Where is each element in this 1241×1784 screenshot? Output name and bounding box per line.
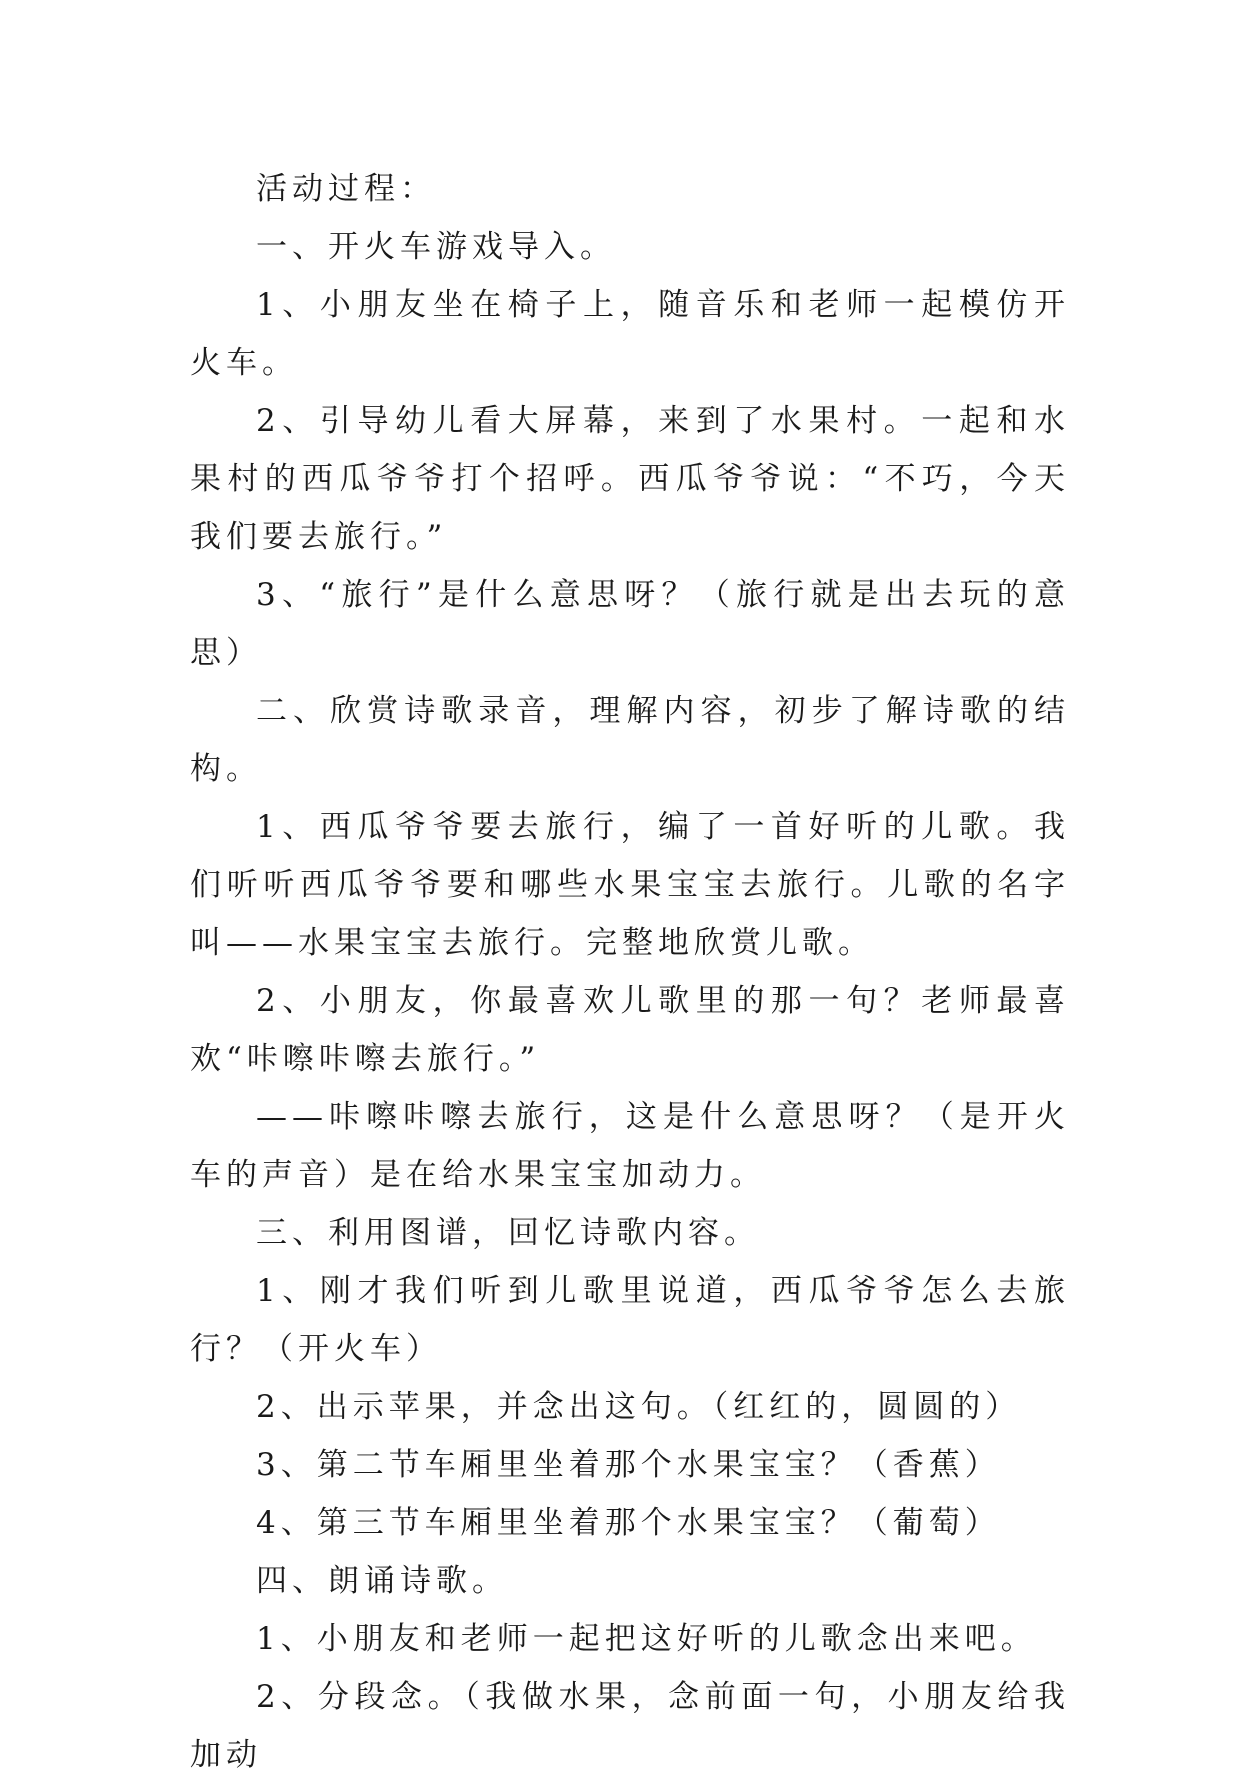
section-heading: 一、开火车游戏导入。 [256, 229, 616, 265]
paragraph: 1、刚才我们听到儿歌里说道，西瓜爷爷怎么去旅行？（开火车） [190, 1273, 1070, 1367]
paragraph: 2、小朋友，你最喜欢儿歌里的那一句？老师最喜欢“咔嚓咔嚓去旅行。” [190, 983, 1070, 1077]
paragraph: 4、第三节车厢里坐着那个水果宝宝？（葡萄） [256, 1505, 1001, 1541]
paragraph: 活动过程： [256, 171, 436, 207]
paragraph: 1、小朋友和老师一起把这好听的儿歌念出来吧。 [256, 1621, 1037, 1657]
paragraph: 1、西瓜爷爷要去旅行，编了一首好听的儿歌。我们听听西瓜爷爷要和哪些水果宝宝去旅行。儿歌的名字叫——水果宝宝去旅行。完整地欣赏儿歌。 [190, 809, 1070, 961]
paragraph: ——咔嚓咔嚓去旅行，这是什么意思呀？（是开火车的声音）是在给水果宝宝加动力。 [190, 1099, 1070, 1193]
paragraph: 2、引导幼儿看大屏幕，来到了水果村。一起和水果村的西瓜爷爷打个招呼。西瓜爷爷说：“不巧，今天我们要去旅行。” [190, 403, 1070, 555]
section-heading: 四、朗诵诗歌。 [256, 1563, 508, 1599]
document-body [190, 160, 1070, 1784]
paragraph: 2、分段念。（我做水果，念前面一句，小朋友给我加动 [190, 1679, 1070, 1773]
paragraph: 3、“旅行”是什么意思呀？（旅行就是出去玩的意思） [190, 577, 1070, 671]
section-heading: 三、利用图谱，回忆诗歌内容。 [256, 1215, 760, 1251]
section-heading: 二、欣赏诗歌录音，理解内容，初步了解诗歌的结构。 [190, 693, 1070, 787]
paragraph: 1、小朋友坐在椅子上，随音乐和老师一起模仿开火车。 [190, 287, 1070, 381]
paragraph: 2、出示苹果，并念出这句。（红红的，圆圆的） [256, 1389, 1022, 1425]
paragraph: 3、第二节车厢里坐着那个水果宝宝？（香蕉） [256, 1447, 1001, 1483]
